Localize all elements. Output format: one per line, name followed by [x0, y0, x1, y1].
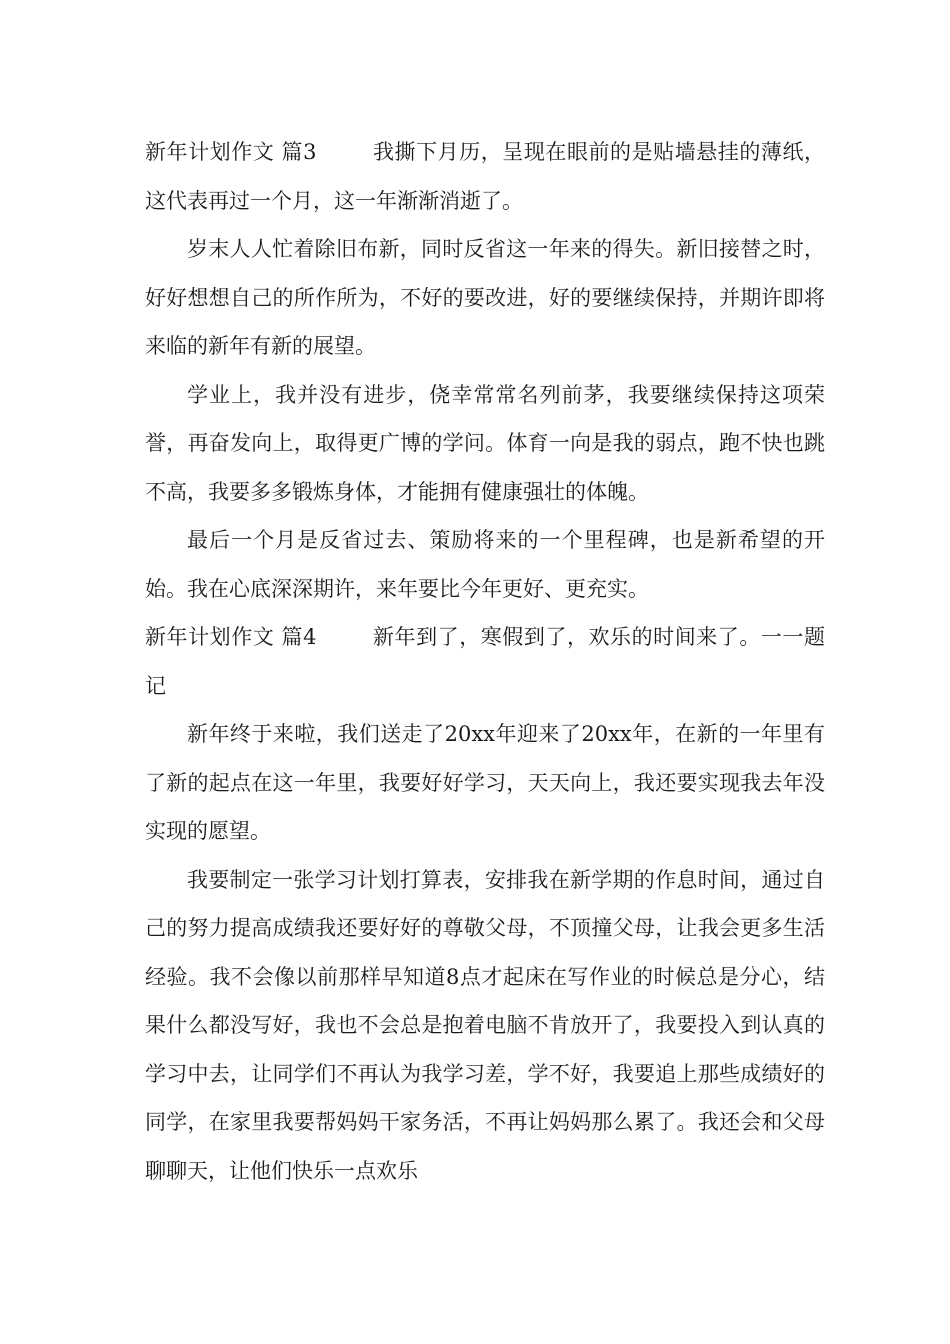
section-4-paragraph-1: 新年终于来啦，我们送走了20xx年迎来了20xx年，在新的一年里有了新的起点在这一年里，我要好好学习，天天向上，我还要实现我去年没实现的愿望。	[145, 722, 825, 843]
section-3-first-line: 我撕下月历，呈现在眼前的是贴墙悬挂的薄纸，这代表再过一个月，这一年渐渐消逝了。	[145, 140, 825, 213]
section-3-paragraph-3: 最后一个月是反省过去、策励将来的一个里程碑，也是新希望的开始。我在心底深深期许，来年要比今年更好、更充实。	[145, 528, 825, 601]
section-4-heading: 新年计划作文 篇4	[145, 625, 317, 649]
section-4-paragraph-2: 我要制定一张学习计划打算表，安排我在新学期的作息时间，通过自己的努力提高成绩我还要好好的尊敬父母，不顶撞父母，让我会更多生活经验。我不会像以前那样早知道8点才起床在写作业的时候总是分心，结果什么都没写好，我也不会总是抱着电脑不肯放开了，我要投入到认真的学习中去，让同学们不再认为我学习差，学不好，我要追上那些成绩好的同学，在家里我要帮妈妈干家务活，不再让妈妈那么累了。我还会和父母聊聊天，让他们快乐一点欢乐	[145, 867, 825, 1183]
section-3-heading: 新年计划作文 篇3	[145, 140, 317, 164]
section-3-paragraph-2: 学业上，我并没有进步，侥幸常常名列前茅，我要继续保持这项荣誉，再奋发向上，取得更广博的学问。体育一向是我的弱点，跑不快也跳不高，我要多多锻炼身体，才能拥有健康强壮的体魄。	[145, 382, 825, 504]
document-body	[145, 128, 825, 1195]
section-4-first-line: 新年到了，寒假到了，欢乐的时间来了。一一题记	[145, 625, 825, 698]
section-4-intro	[145, 613, 825, 710]
section-3-paragraph-1: 岁末人人忙着除旧布新，同时反省这一年来的得失。新旧接替之时，好好想想自己的所作所为，不好的要改进，好的要继续保持，并期许即将来临的新年有新的展望。	[145, 237, 825, 358]
section-3-intro	[145, 128, 825, 225]
